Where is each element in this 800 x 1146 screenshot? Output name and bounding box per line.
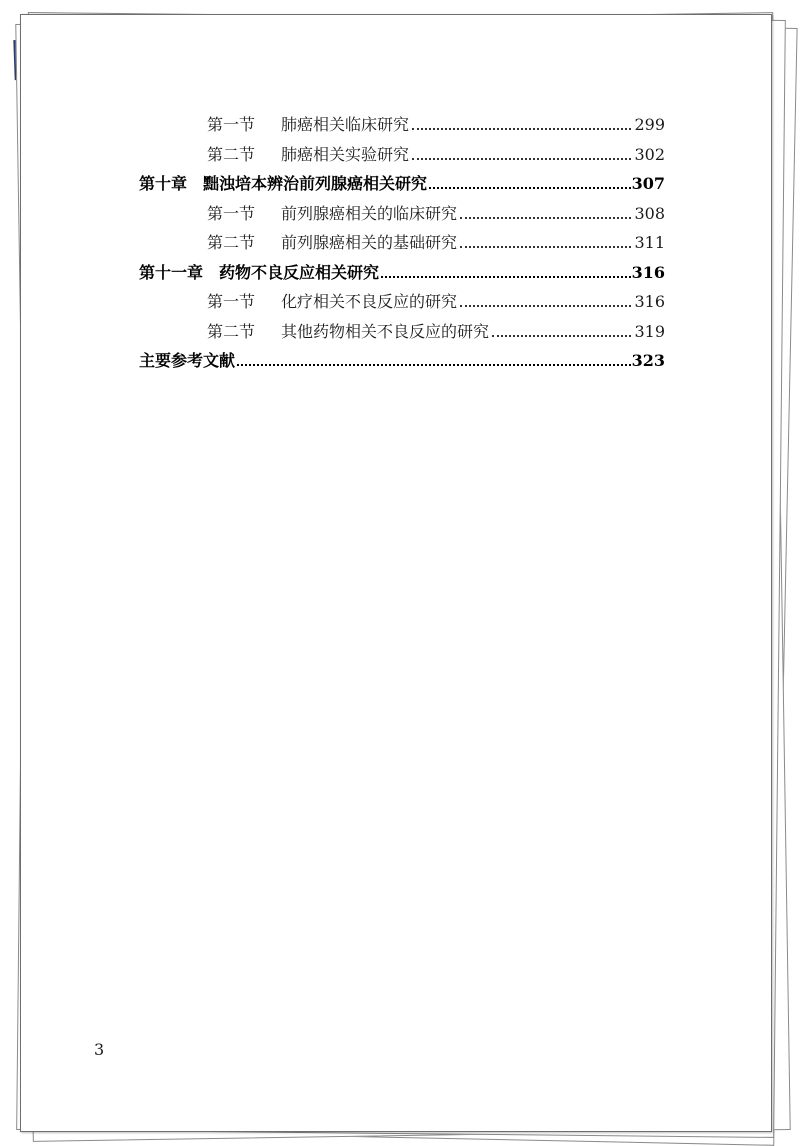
- toc-references-entry[interactable]: [139, 348, 665, 378]
- table-of-contents: [139, 112, 665, 378]
- dot-leader: [412, 158, 631, 160]
- toc-entry-title: 前列腺癌相关的临床研究: [281, 203, 458, 223]
- dot-leader: [460, 246, 631, 248]
- toc-entry[interactable]: [139, 201, 665, 231]
- toc-entry-page: 299: [634, 115, 665, 134]
- toc-chapter-title: 黜浊培本辨治前列腺癌相关研究: [203, 174, 428, 193]
- dot-leader: [460, 217, 631, 219]
- toc-entry-page: 316: [634, 292, 665, 311]
- dot-leader: [492, 335, 631, 337]
- toc-entry-title: 肺癌相关实验研究: [281, 144, 410, 164]
- toc-entry-title: 肺癌相关临床研究: [281, 115, 410, 134]
- toc-chapter-title: 主要参考文献: [139, 351, 236, 370]
- toc-entry-title: 其他药物相关不良反应的研究: [281, 321, 490, 341]
- toc-page: [20, 14, 772, 1132]
- toc-entry-number: 第二节: [207, 144, 256, 164]
- toc-chapter-page: 307: [631, 174, 665, 193]
- toc-entry[interactable]: [139, 142, 665, 172]
- toc-entry-number: 第一节: [207, 292, 256, 311]
- dot-leader: [460, 305, 631, 307]
- toc-entry-number: 第二节: [207, 233, 256, 252]
- dot-leader: [412, 128, 631, 130]
- toc-entry-number: 第一节: [207, 115, 256, 134]
- dot-leader: [381, 276, 631, 278]
- dot-leader: [429, 187, 631, 189]
- toc-entry[interactable]: [139, 319, 665, 349]
- toc-chapter-entry[interactable]: [139, 171, 665, 201]
- toc-entry-number: 第二节: [207, 321, 256, 341]
- toc-entry[interactable]: [139, 230, 665, 260]
- toc-entry[interactable]: [139, 112, 665, 142]
- toc-chapter-number: 第十章: [139, 174, 188, 193]
- toc-entry-number: 第一节: [207, 203, 256, 223]
- toc-chapter-number: 第十一章: [139, 262, 204, 282]
- toc-chapter-page: 316: [631, 262, 665, 282]
- toc-entry[interactable]: [139, 289, 665, 319]
- dot-leader: [237, 364, 631, 366]
- toc-entry-page: 319: [634, 321, 665, 341]
- toc-entry-page: 311: [634, 233, 665, 252]
- toc-entry-page: 302: [634, 144, 665, 164]
- toc-entry-title: 化疗相关不良反应的研究: [281, 292, 458, 311]
- toc-chapter-entry[interactable]: [139, 260, 665, 290]
- toc-chapter-title: 药物不良反应相关研究: [219, 262, 380, 282]
- toc-chapter-page: 323: [631, 351, 665, 370]
- page-number: 3: [94, 1040, 105, 1059]
- toc-entry-title: 前列腺癌相关的基础研究: [281, 233, 458, 252]
- toc-entry-page: 308: [634, 203, 665, 223]
